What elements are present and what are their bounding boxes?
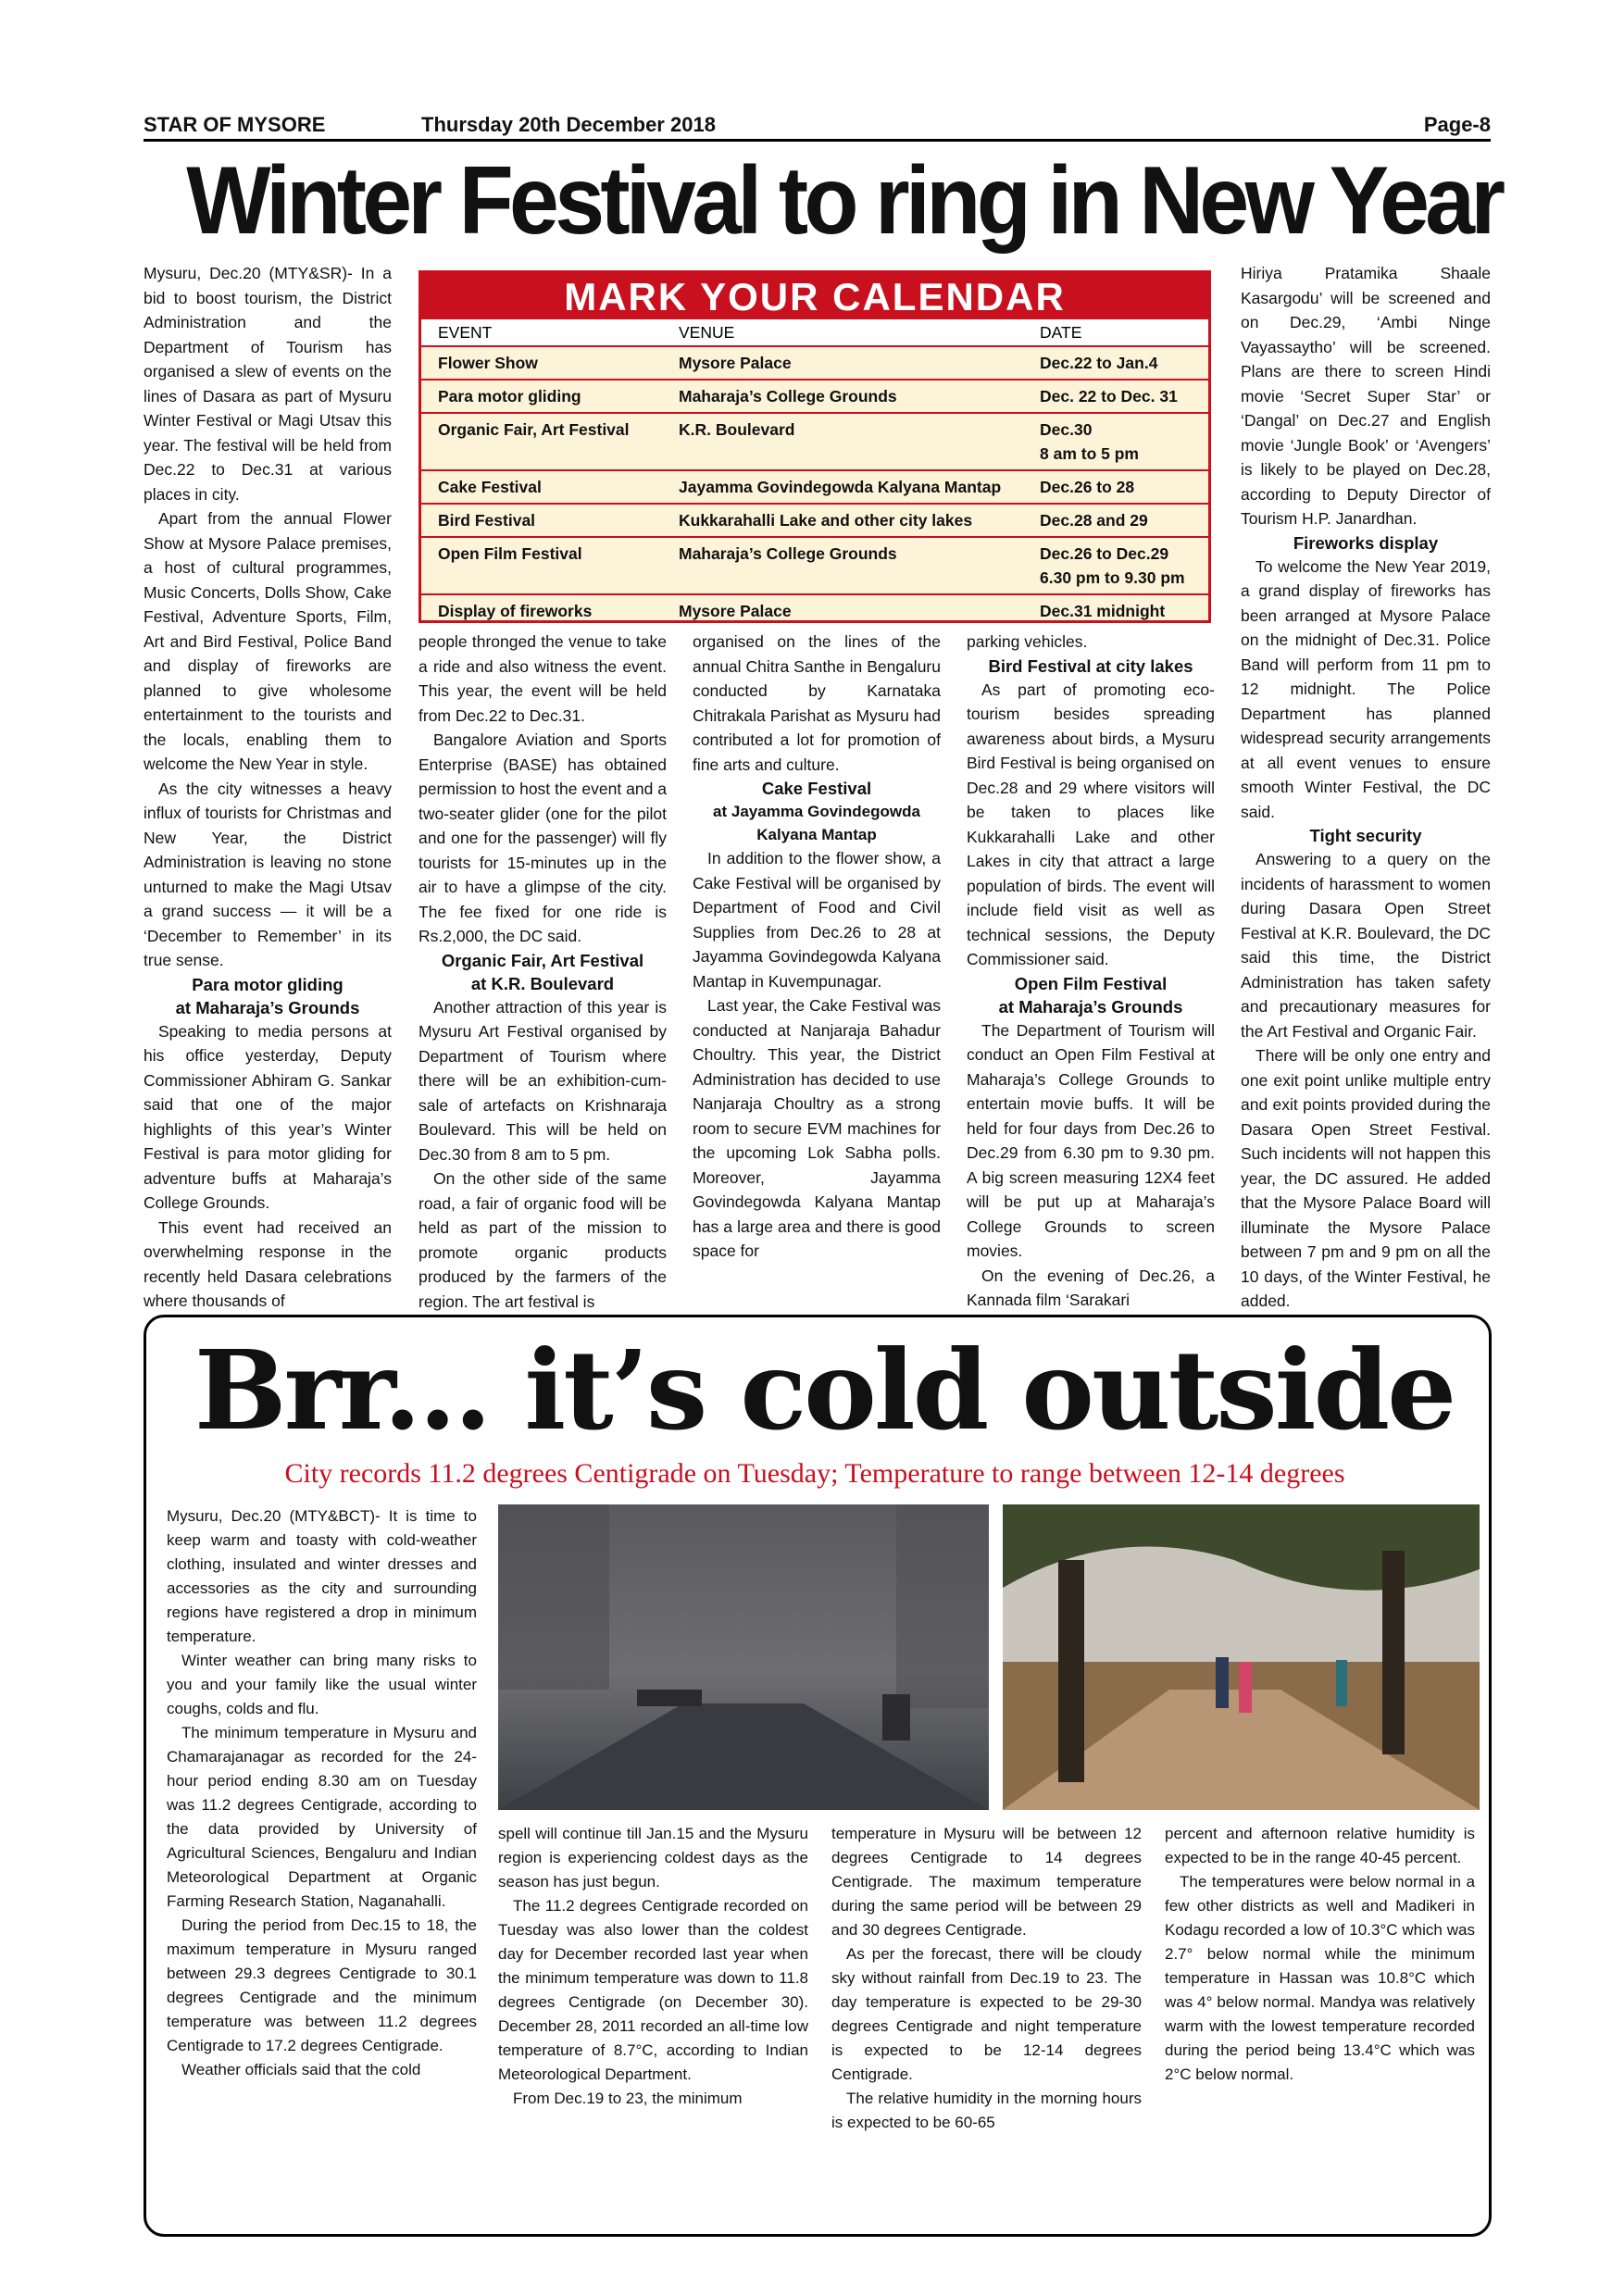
paper-name: STAR OF MYSORE [144,113,326,136]
event-cell: Bird Festival [421,504,662,537]
story2-column-4 [1165,1822,1475,2087]
event-cell: Flower Show [421,346,662,380]
date-line: Dec.31 midnight [1040,602,1166,620]
date-cell [1023,504,1208,537]
time-line: 6.30 pm to 9.30 pm [1040,568,1185,587]
paragraph: Hiriya Pratamika Shaale Kasargodu’ will be screened and on Dec.29, ‘Ambi Ninge Vayassaytho’ will be screened. Plans are there to screen Hindi movie ‘Secret Super Star’ or ‘Dangal’ on Dec.27 and English movie ‘Jungle Book’ or ‘Avengers’ is likely to be played on Dec.28, according to Deputy Director of Tourism H.P. Janardhan. [1241,264,1491,528]
mark-your-calendar-box [418,270,1211,623]
paragraph: The Department of Tourism will conduct an Open Film Festival at Maharaja’s College Grounds to entertain movie buffs. It will be held for four days from Dec.26 to Dec.29 from 6.30 pm to 9.30 pm. A big screen measuring 12X4 feet will be put up at Maharaja’s College Grounds to screen movies. [967,1020,1215,1260]
paragraph: As part of promoting eco-tourism besides spreading awareness about birds, a Mysuru Bird Festival is being organised on Dec.28 and 29 where visitors will be taken to places like Kukkarahalli Lake and other Lakes in city that attract a large population of birds. The event will include field visit as well as technical sessions, the Deputy Commissioner said. [967,680,1215,968]
story1-column-4 [967,630,1215,1313]
subhead-organic-fair [418,949,667,995]
story1-column-1 [144,261,392,1314]
date-line: Dec. 22 to Dec. 31 [1040,387,1178,406]
subhead-line: at Jayamma Govindegowda [713,803,920,820]
story2-column-3 [831,1822,1142,2135]
paragraph: people thronged the venue to take a ride and also witness the event. This year, the event will be held from Dec.22 to Dec.31. [418,632,667,725]
paragraph: organised on the lines of the annual Chitra Santhe in Bengaluru conducted by Karnataka Chitrakala Parishat as Mysuru had contributed a lot for promotion of fine arts and culture. [693,632,941,774]
headline-winter-festival: Winter Festival to ring in New Year [186,147,1502,255]
date-line: Dec.22 to Jan.4 [1040,354,1158,372]
subhead-line: at Maharaja’s Grounds [175,997,360,1017]
subhead-line: Para motor gliding [192,974,344,994]
venue-cell: Mysore Palace [662,346,1023,380]
date-line: Dec.26 to Dec.29 [1040,544,1169,563]
date-line: Dec.26 to 28 [1040,478,1135,496]
paragraph: During the period from Dec.15 to 18, the maximum temperature in Mysuru ranged between 29.3 degrees Centigrade to 30.1 degrees Centigrade and the minimum temperature was between 11.2 degrees Centigrade to 17.2 degrees Centigrade. [167,1916,477,2054]
venue-cell: Mysore Palace [679,602,792,620]
issue-date: Thursday 20th December 2018 [421,113,716,136]
date-line: Dec.28 and 29 [1040,511,1148,530]
event-cell: Display of fireworks [438,602,593,620]
paragraph: Weather officials said that the cold [181,2061,421,2078]
paragraph: There will be only one entry and one exit point unlike multiple entry and exit points provided during the Dasara Open Street Festival. Such incidents will not happen this year, the DC assured. He added that the Mysore Palace Board will illuminate the Mysore Palace between 7 pm and 9 pm on all the 10 days, of the Winter Festival, he added. [1241,1046,1491,1310]
date-cell [1023,537,1208,594]
paragraph: On the evening of Dec.26, a Kannada film ‘Sarakari [967,1266,1215,1309]
paragraph: In addition to the flower show, a Cake Festival will be organised by Department of Food and Civil Supplies from Dec.26 to 28 at Jayamma Govindegowda Kalyana Mantap in Kuvempunagar. [693,849,941,991]
story2-column-1 [167,1504,477,2082]
header-date: DATE [1023,319,1208,346]
subhead-line: Cake Festival [761,779,872,798]
date-cell [1023,594,1208,627]
time-line: 8 am to 5 pm [1040,444,1139,463]
paragraph: Speaking to media persons at his office yesterday, Deputy Commissioner Abhiram G. Sankar said that one of the major highlights of this year’s Winter Festival is para motor gliding for adventure buffs at Maharaja’s College Grounds. [144,1021,392,1212]
subhead-open-film-festival [967,972,1215,1018]
subhead-tight-security: Tight security [1309,826,1422,845]
header-event: EVENT [421,319,662,346]
paragraph: The minimum temperature in Mysuru and Chamarajanagar as recorded for the 24-hour period ending 8.30 am on Tuesday was 11.2 degrees Centigrade, according to the data provided by University of Agricultural Sciences, Bengaluru and Indian Meteorological Department at Organic Farming Research Station, Naganahalli. [167,1724,477,1910]
paragraph: From Dec.19 to 23, the minimum [513,2090,743,2107]
venue-cell: Maharaja’s College Grounds [662,380,1023,413]
calendar-title: MARK YOUR CALENDAR [421,273,1208,319]
venue-cell: Kukkarahalli Lake and other city lakes [662,504,1023,537]
subhead-fireworks: Fireworks display [1293,532,1439,553]
venue-cell: Maharaja’s College Grounds [662,537,1023,594]
paragraph: percent and afternoon relative humidity is expected to be in the range 40-45 percent. [1165,1825,1475,1866]
event-cell: Para motor gliding [421,380,662,413]
paragraph: Winter weather can bring many risks to you and your family like the usual winter coughs, colds and flu. [167,1652,477,1717]
subhead-line: at Maharaja’s Grounds [998,996,1183,1017]
calendar-row [421,470,1208,504]
event-cell: Cake Festival [421,470,662,504]
paragraph: As the city witnesses a heavy influx of tourists for Christmas and New Year, the District Administration is leaving no stone unturned to make the Magi Utsav a grand success — it will be a ‘December to Remember’ in its true sense. [144,779,392,969]
paragraph: As per the forecast, there will be cloudy sky without rainfall from Dec.19 to 23. The day temperature is expected to be 29-30 degrees Centigrade and night temperature is expected to be 12-14 degrees Centigrade. [831,1945,1142,2083]
paragraph: The relative humidity in the morning hours is expected to be 60-65 [831,2090,1142,2131]
paragraph: Mysuru, Dec.20 (MTY&BCT)- It is time to keep warm and toasty with cold-weather clothing, insulated and winter dresses and accessories as the city and surrounding regions have registered a drop in minimum temperature. [167,1507,477,1645]
foggy-road-photo [498,1504,989,1810]
paragraph: On the other side of the same road, a fair of organic food will be held as part of the mission to promote organic products produced by the farmers of the region. The art festival is [418,1169,667,1311]
paragraph: Last year, the Cake Festival was conducted at Nanjaraja Bahadur Choultry. This year, the District Administration has decided to use Nanjaraja Choultry as a strong room to secure EVM machines for the upcoming Lok Sabha polls. Moreover, Jayamma Govindegowda Kalyana Mantap has a large area and there is good space for [693,996,941,1260]
paragraph: Bangalore Aviation and Sports Enterprise (BASE) has obtained permission to host the event and a two-seater glider (one for the pilot and one for the passenger) will fly tourists for 15-minutes up in the air to have a glimpse of the city. The fee fixed for one ride is Rs.2,000, the DC said. [418,730,667,945]
subhead-bird-festival: Bird Festival at city lakes [988,655,1193,676]
calendar-row [421,537,1208,594]
paragraph: This event had received an overwhelming response in the recently held Dasara celebrations where thousands of [144,1217,392,1310]
story2-column-2 [498,1822,808,2111]
story1-column-5 [1241,261,1491,1314]
calendar-row [421,413,1208,470]
calendar-table [421,319,1208,627]
paragraph: Mysuru, Dec.20 (MTY&SR)- In a bid to boost tourism, the District Administration and the Department of Tourism has organised a slew of events on the lines of Dasara as part of Mysuru Winter Festival or Magi Utsav this year. The festival will be held from Dec.22 to Dec.31 at various places in city. [144,264,392,504]
paragraph: temperature in Mysuru will be between 12 degrees Centigrade to 14 degrees Centigrade. The maximum temperature during the same period will be between 29 and 30 degrees Centigrade. [831,1825,1142,1939]
header-venue: VENUE [662,319,1023,346]
story1-column-2 [418,630,667,1314]
date-cell [1023,346,1208,380]
date-cell [1023,470,1208,504]
event-cell: Organic Fair, Art Festival [421,413,662,470]
paragraph: The temperatures were below normal in a few other districts as well and Madikeri in Kodagu recorded a low of 10.3°C which was 2.7° below normal while the minimum temperature in Hassan was 10.8°C which was 4° below normal. Mandya was relatively warm with the lowest temperature recorded during the period being 13.4°C which was 2°C below normal. [1165,1873,1475,2083]
calendar-row [421,504,1208,537]
venue-cell: K.R. Boulevard [662,413,1023,470]
date-cell [1023,413,1208,470]
story1-column-3 [693,630,941,1264]
date-cell [1023,380,1208,413]
calendar-row [421,346,1208,380]
date-line: Dec.30 [1040,420,1093,439]
calendar-header-row [421,319,1208,346]
headline-cold-outside: Brr... it’s cold outside [194,1326,1455,1454]
calendar-row [421,594,1208,627]
paragraph: spell will continue till Jan.15 and the Mysuru region is experiencing coldest days as the season has just begun. [498,1825,808,1890]
page-number: Page-8 [1423,113,1491,136]
subhead-line: Open Film Festival [1014,973,1168,993]
park-walkers-photo [1003,1504,1480,1810]
masthead-bar [144,111,1491,142]
subhead-line: at K.R. Boulevard [470,973,615,993]
subhead-para-motor [144,973,392,1019]
subhead-line: Kalyana Mantap [756,826,877,843]
calendar-row [421,380,1208,413]
venue-cell: Jayamma Govindegowda Kalyana Mantap [662,470,1023,504]
subheadline-temperature: City records 11.2 degrees Centigrade on Tuesday; Temperature to range between 12-14 degrees [284,1458,1345,1489]
subhead-cake-festival [693,777,941,846]
event-cell: Open Film Festival [421,537,662,594]
subhead-line: Organic Fair, Art Festival [441,950,644,970]
paragraph: parking vehicles. [967,632,1088,651]
paragraph: Apart from the annual Flower Show at Mysore Palace premises, a host of cultural programmes, Music Concerts, Dolls Show, Cake Festival, Adventure Sports, Film, Art and Bird Festival, Police Band and display of fireworks are planned to give wholesome entertainment to the tourists and the locals, enabling them to welcome the New Year in style. [144,509,392,773]
paragraph: Answering to a query on the incidents of harassment to women during Dasara Open Street Festival at K.R. Boulevard, the DC said this time, the District Administration has taken safety and precautionary measures for the Art Festival and Organic Fair. [1241,850,1491,1041]
paragraph: The 11.2 degrees Centigrade recorded on Tuesday was also lower than the coldest day for December recorded last year when the minimum temperature was down to 11.8 degrees Centigrade (on December 30). December 28, 2011 recorded an all-time low temperature of 8.7°C, according to Indian Meteorological Department. [498,1897,808,2083]
paragraph: Another attraction of this year is Mysuru Art Festival organised by Department of Tourism where there will be an exhibition-cum-sale of artefacts on Krishnaraja Boulevard. This will be held on Dec.30 from 8 am to 5 pm. [418,997,667,1164]
paragraph: To welcome the New Year 2019, a grand display of fireworks has been arranged at Mysore Palace on the midnight of Dec.31. Police Band will perform from 11 pm to 12 midnight. The Police Department has planned widespread security arrangements at all event venues to ensure smooth Winter Festival, the DC said. [1241,556,1491,821]
